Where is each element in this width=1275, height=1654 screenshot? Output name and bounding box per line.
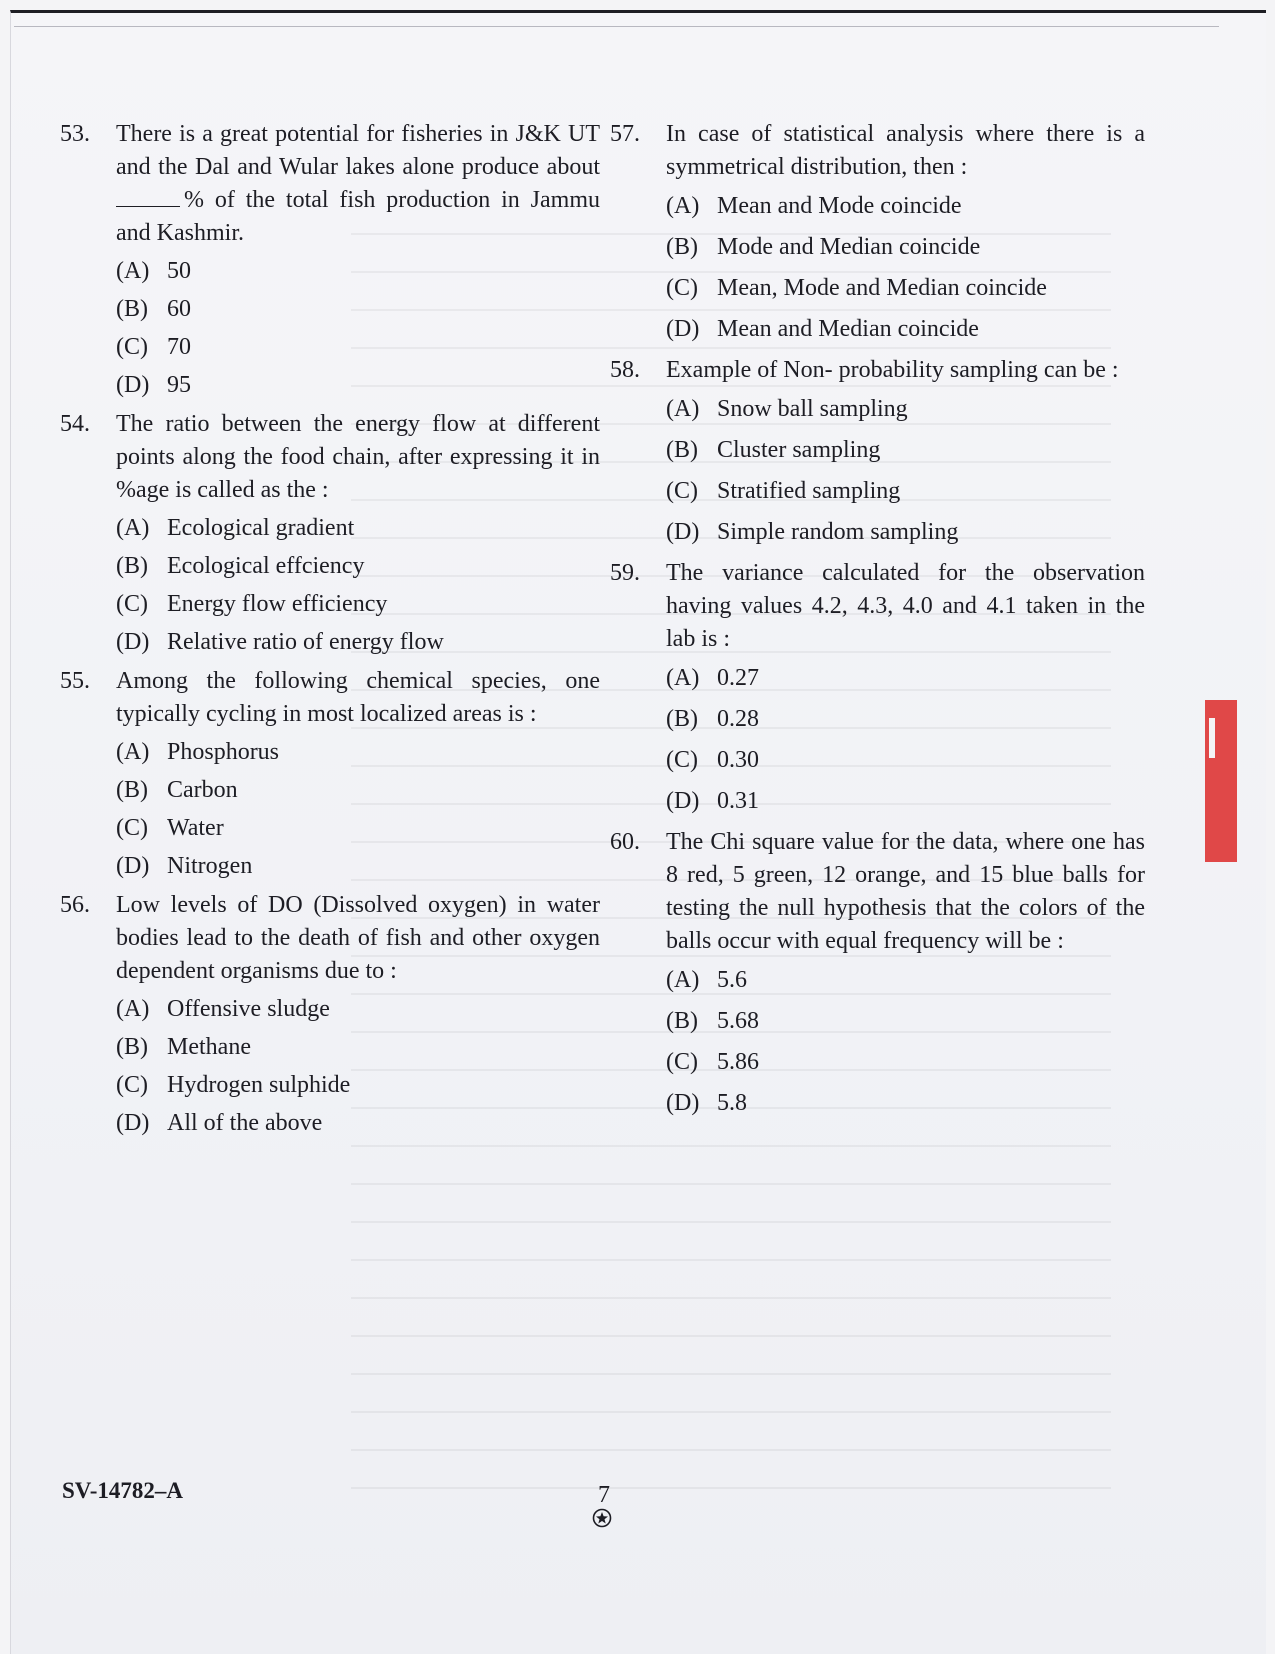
- star-icon: [592, 1508, 612, 1528]
- option-d: (D) 5.8: [666, 1090, 747, 1116]
- question-text: In case of statistical analysis where there is a symmetrical distribution, then :: [666, 121, 1145, 180]
- right-column: [610, 118, 1145, 1128]
- option-c: (C) 5.86: [666, 1049, 759, 1075]
- option-b: (B) 5.68: [666, 1008, 759, 1034]
- page-number: 7: [598, 1482, 610, 1508]
- question-53: [60, 118, 600, 404]
- option-b: (B) Cluster sampling: [666, 437, 881, 463]
- option-b: (B) Mode and Median coincide: [666, 234, 981, 260]
- question-text: Among the following chemical species, one typically cycling in most localized areas is :: [116, 668, 600, 727]
- option-c: (C) Energy flow efficiency: [116, 591, 388, 617]
- question-59: [610, 557, 1145, 822]
- option-c: (C) 70: [116, 334, 191, 360]
- option-b: (B) 0.28: [666, 706, 759, 732]
- question-number: 54.: [60, 411, 90, 437]
- question-number: 59.: [610, 560, 640, 586]
- question-number: 57.: [610, 121, 640, 147]
- question-55: [60, 665, 600, 885]
- option-c: (C) Mean, Mode and Median coincide: [666, 275, 1047, 301]
- option-d: (D) Simple random sampling: [666, 519, 959, 545]
- option-c: (C) Water: [116, 815, 224, 841]
- option-d: (D) Nitrogen: [116, 853, 253, 879]
- question-number: 58.: [610, 357, 640, 383]
- option-a: (A) Mean and Mode coincide: [666, 193, 962, 219]
- option-c: (C) Hydrogen sulphide: [116, 1072, 351, 1098]
- fill-in-blank: [116, 184, 180, 207]
- option-d: (D) Mean and Median coincide: [666, 316, 979, 342]
- option-d: (D) Relative ratio of energy flow: [116, 629, 444, 655]
- option-c: (C) 0.30: [666, 747, 759, 773]
- question-text: Low levels of DO (Dissolved oxygen) in water bodies lead to the death of fish and other oxygen dependent organisms due to :: [116, 892, 600, 984]
- question-text: Example of Non- probability sampling can be :: [666, 357, 1119, 383]
- paper-code: SV-14782–A: [62, 1478, 183, 1503]
- question-number: 60.: [610, 829, 640, 855]
- option-d: (D) 0.31: [666, 788, 759, 814]
- option-b: (B) Ecological effciency: [116, 553, 365, 579]
- option-a: (A) Offensive sludge: [116, 996, 330, 1022]
- option-b: (B) Methane: [116, 1034, 251, 1060]
- question-text: The Chi square value for the data, where one has 8 red, 5 green, 12 orange, and 15 blue balls for testing the null hypothesis that the colors of the balls occur with equal frequency will be :: [666, 829, 1145, 954]
- option-a: (A) 0.27: [666, 665, 759, 691]
- option-d: (D) 95: [116, 372, 191, 398]
- question-58: [610, 354, 1145, 553]
- left-column: [60, 118, 600, 1146]
- top-rule: [14, 26, 1219, 27]
- option-d: (D) All of the above: [116, 1110, 323, 1136]
- option-a: (A) Snow ball sampling: [666, 396, 908, 422]
- question-56: [60, 889, 600, 1142]
- question-number: 53.: [60, 121, 90, 147]
- red-edge-tab: [1205, 700, 1237, 862]
- option-a: (A) 50: [116, 258, 191, 284]
- question-54: [60, 408, 600, 661]
- option-a: (A) 5.6: [666, 967, 747, 993]
- question-57: [610, 118, 1145, 350]
- option-a: (A) Phosphorus: [116, 739, 280, 765]
- option-a: (A) Ecological gradient: [116, 515, 355, 541]
- question-60: [610, 826, 1145, 1124]
- option-b: (B) Carbon: [116, 777, 238, 803]
- option-b: (B) 60: [116, 296, 191, 322]
- question-number: 55.: [60, 668, 90, 694]
- question-text: The variance calculated for the observation having values 4.2, 4.3, 4.0 and 4.1 taken in the lab is :: [666, 560, 1145, 652]
- option-c: (C) Stratified sampling: [666, 478, 901, 504]
- question-number: 56.: [60, 892, 90, 918]
- question-text: The ratio between the energy flow at different points along the food chain, after expressing it in %age is called as the :: [116, 411, 600, 503]
- question-text: There is a great potential for fisheries in J&K UT and the Dal and Wular lakes alone produce about % of the total fish production in Jammu and Kashmir.: [116, 121, 600, 246]
